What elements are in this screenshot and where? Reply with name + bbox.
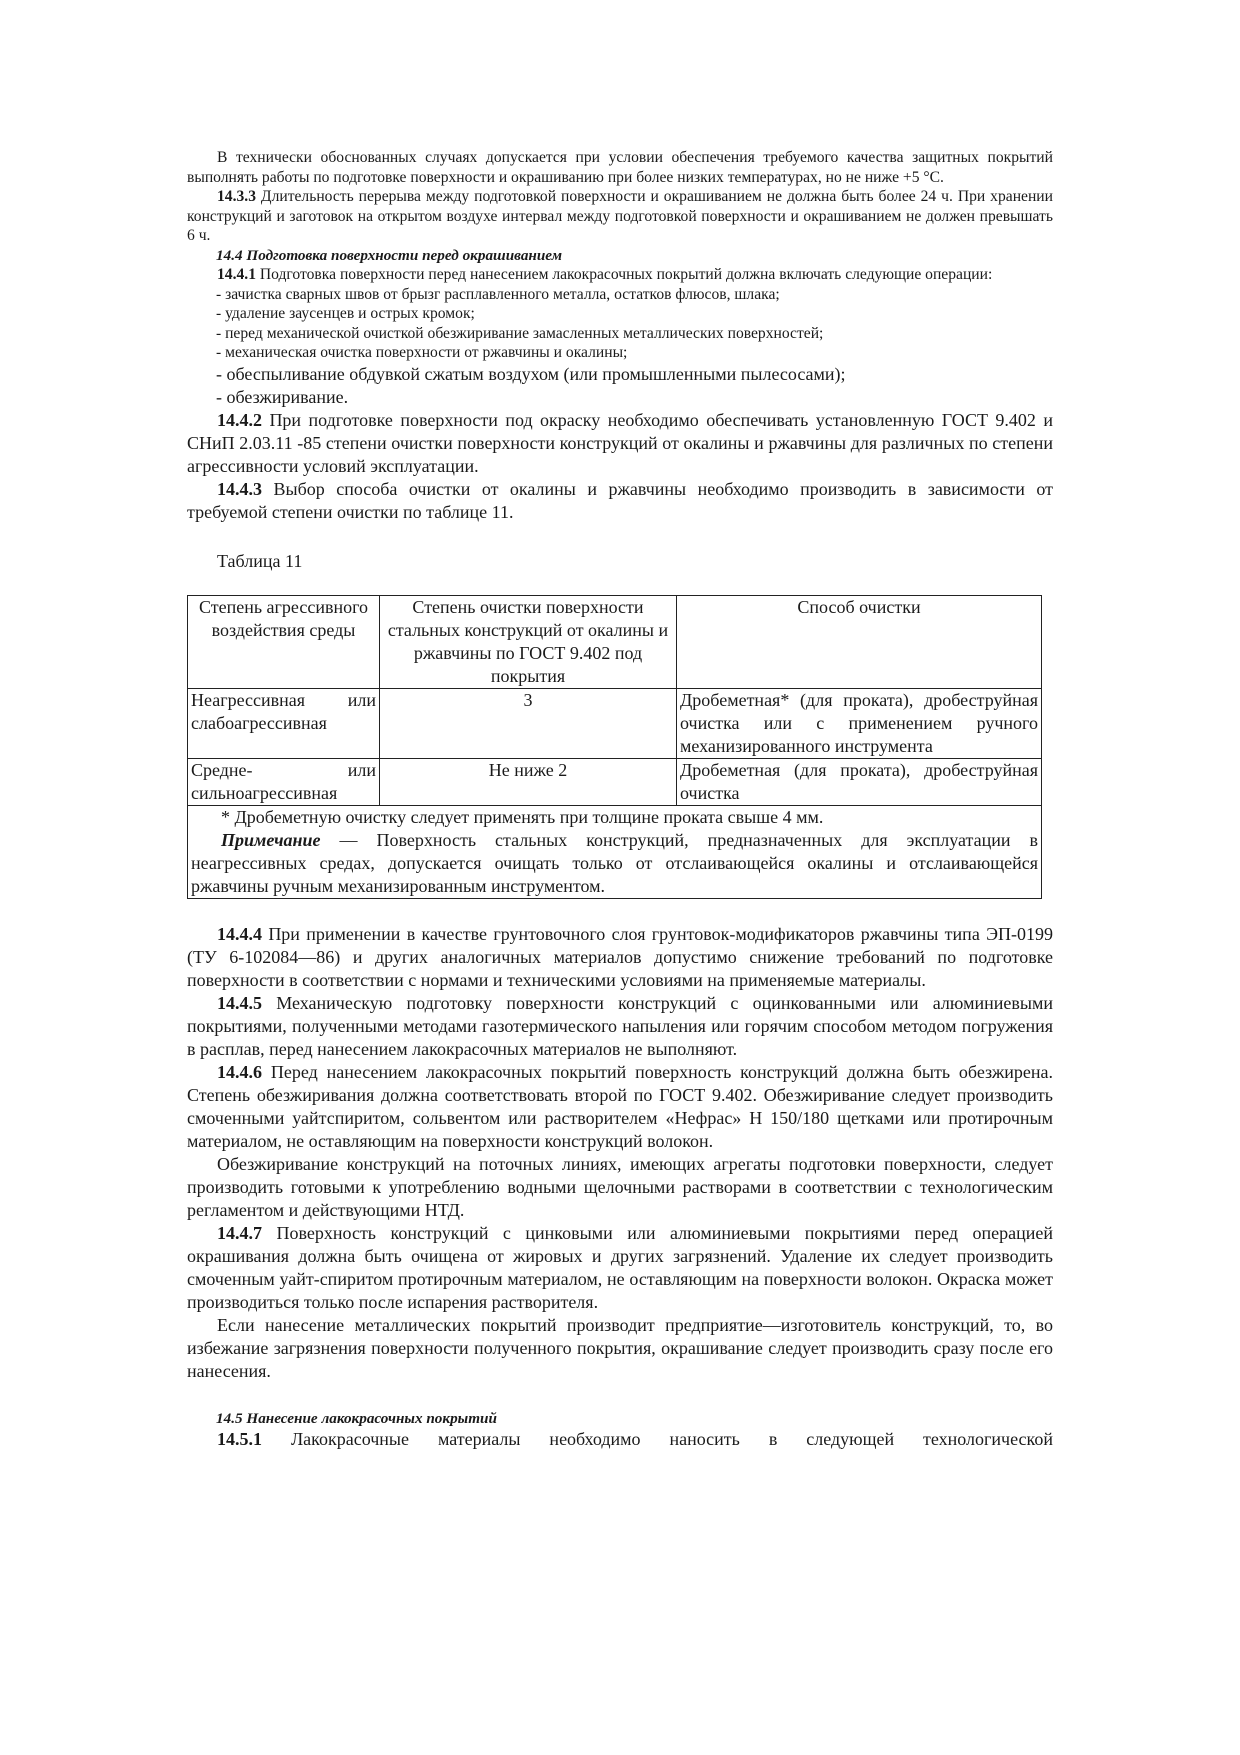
paragraph-14-4-6 <box>187 1061 1053 1153</box>
table-cell: Не ниже 2 <box>380 758 677 805</box>
table-header-cell: Способ очистки <box>677 595 1042 688</box>
table-footnote-cell <box>188 805 1042 898</box>
clause-number: 14.4.7 <box>217 1222 262 1243</box>
document-page <box>187 148 1053 1451</box>
cleaning-degree-table <box>187 595 1042 899</box>
table-footnote-row <box>188 805 1042 898</box>
paragraph-low-temperature: В технически обоснованных случаях допускается при условии обеспечения требуемого качества защитных покрытий выполнять работы по подготовке поверхности и окрашиванию при более низких температурах, но не ниже +5 °С. <box>187 149 1053 186</box>
paragraph-14-4-5 <box>187 992 1053 1061</box>
list-item: - обеспыливание обдувкой сжатым воздухом (или промышленными пылесосами); <box>216 363 846 384</box>
clause-text: При применении в качестве грунтовочного слоя грунтовок-модификаторов ржавчины типа ЭП-0199 (ТУ 6-102084—86) и других аналогичных материалов допустимо снижение требований по подготовке поверхности в соответствии с нормами и техническими условиями на применяемые материалы. <box>187 923 1053 990</box>
note-label: Примечание <box>221 829 321 850</box>
table-row <box>188 688 1042 758</box>
paragraph-14-3-3 <box>187 187 1053 246</box>
clause-number: 14.4.5 <box>217 992 262 1013</box>
section-heading-14-4: 14.4 Подготовка поверхности перед окрашиванием <box>216 246 563 264</box>
clause-number: 14.5.1 <box>217 1429 262 1449</box>
list-item: - удаление заусенцев и острых кромок; <box>216 305 475 322</box>
clause-text: Длительность перерыва между подготовкой поверхности и окрашиванием не должна быть более 24 ч. При хранении конструкций и заготовок на открытом воздухе интервал между подготовкой поверхности и окрашиванием не должен превышать 6 ч. <box>187 188 1053 244</box>
clause-number: 14.4.6 <box>217 1061 262 1082</box>
clause-number: 14.4.3 <box>217 478 262 499</box>
table-header-row <box>188 595 1042 688</box>
clause-text: При подготовке поверхности под окраску необходимо обеспечивать установленную ГОСТ 9.402 и СНиП 2.03.11 -85 степени очистки поверхности конструкций от окалины и ржавчины для различных по степени агрессивности условий эксплуатации. <box>187 409 1053 476</box>
list-item: - зачистка сварных швов от брызг расплавленного металла, остатков флюсов, шлака; <box>216 285 780 303</box>
paragraph-14-4-1 <box>187 265 1053 285</box>
paragraph-14-5-1 <box>187 1428 1053 1451</box>
paragraph-14-4-7 <box>187 1222 1053 1314</box>
table-cell: Неагрессивная или слабоагрессивная <box>188 688 380 758</box>
clause-text: Механическую подготовку поверхности конструкций с оцинкованными или алюминиевыми покрытиями, полученными методами газотермического напыления или горячим способом методом погружения в расплав, перед нанесением лакокрасочных материалов не выполняют. <box>187 992 1053 1059</box>
table-header-cell: Степень агрессивного воздействия среды <box>188 595 380 688</box>
table-row <box>188 758 1042 805</box>
table-cell: 3 <box>380 688 677 758</box>
table-cell: Средне- или сильноагрессивная <box>188 758 380 805</box>
table-caption: Таблица 11 <box>217 550 303 571</box>
clause-text: Подготовка поверхности перед нанесением лакокрасочных покрытий должна включать следующие операции: <box>255 266 993 283</box>
paragraph-degreasing-lines: Обезжиривание конструкций на поточных линиях, имеющих агрегаты подготовки поверхности, следует производить готовыми к употреблению водными щелочными растворами в соответствии с технологическим регламентом и действующими НТД. <box>187 1153 1053 1220</box>
table-cell: Дробеметная* (для проката), дробеструйная очистка или с применением ручного механизированного инструмента <box>677 688 1042 758</box>
clause-text: Лакокрасочные материалы необходимо наносить в следующей технологической <box>262 1429 1053 1449</box>
clause-number: 14.4.2 <box>217 409 262 430</box>
table-note <box>191 829 1038 898</box>
paragraph-14-4-2 <box>187 409 1053 478</box>
clause-text: Поверхность конструкций с цинковыми или алюминиевыми покрытиями перед операцией окрашивания должна быть очищена от жировых и других загрязнений. Удаление их следует производить смоченным уайт-спиритом протирочным материалом, не оставляющим на поверхности волокон. Окраска может производиться только после испарения растворителя. <box>187 1222 1053 1312</box>
list-item: - механическая очистка поверхности от ржавчины и окалины; <box>216 344 628 361</box>
paragraph-14-4-4 <box>187 923 1053 992</box>
table-header-cell: Степень очистки поверхности стальных конструкций от окалины и ржавчины по ГОСТ 9.402 под покрытия <box>380 595 677 688</box>
table-footnote: * Дробеметную очистку следует применять при толщине проката свыше 4 мм. <box>221 806 824 827</box>
table-cell: Дробеметная (для проката), дробеструйная очистка <box>677 758 1042 805</box>
clause-number: 14.4.1 <box>217 266 256 283</box>
paragraph-14-4-3 <box>187 478 1053 524</box>
clause-text: Выбор способа очистки от окалины и ржавчины необходимо производить в зависимости от требуемой степени очистки по таблице 11. <box>187 478 1053 522</box>
list-item: - перед механической очисткой обезжиривание замасленных металлических поверхностей; <box>216 324 824 342</box>
clause-number: 14.4.4 <box>217 923 262 944</box>
clause-text: Перед нанесением лакокрасочных покрытий поверхность конструкций должна быть обезжирена. Степень обезжиривания должна соответствовать второй по ГОСТ 9.402. Обезжиривание следует производить смоченными уайтспиритом, сольвентом или растворителем «Нефрас» Н 150/180 щетками или протирочным материалом, не оставляющим на поверхности конструкций волокон. <box>187 1061 1053 1151</box>
section-heading-14-5: 14.5 Нанесение лакокрасочных покрытий <box>216 1409 497 1427</box>
paragraph-metal-coating-manufacturer: Если нанесение металлических покрытий производит предприятие—изготовитель конструкций, то, во избежание загрязнения поверхности полученного покрытия, окрашивание следует производить сразу после его нанесения. <box>187 1314 1053 1381</box>
note-text: — Поверхность стальных конструкций, предназначенных для эксплуатации в неагрессивных средах, допускается очищать только от отслаивающейся окалины и отслаивающейся ржавчины ручным механизированным инструментом. <box>191 829 1038 896</box>
clause-number: 14.3.3 <box>217 188 256 205</box>
list-item: - обезжиривание. <box>216 386 349 407</box>
